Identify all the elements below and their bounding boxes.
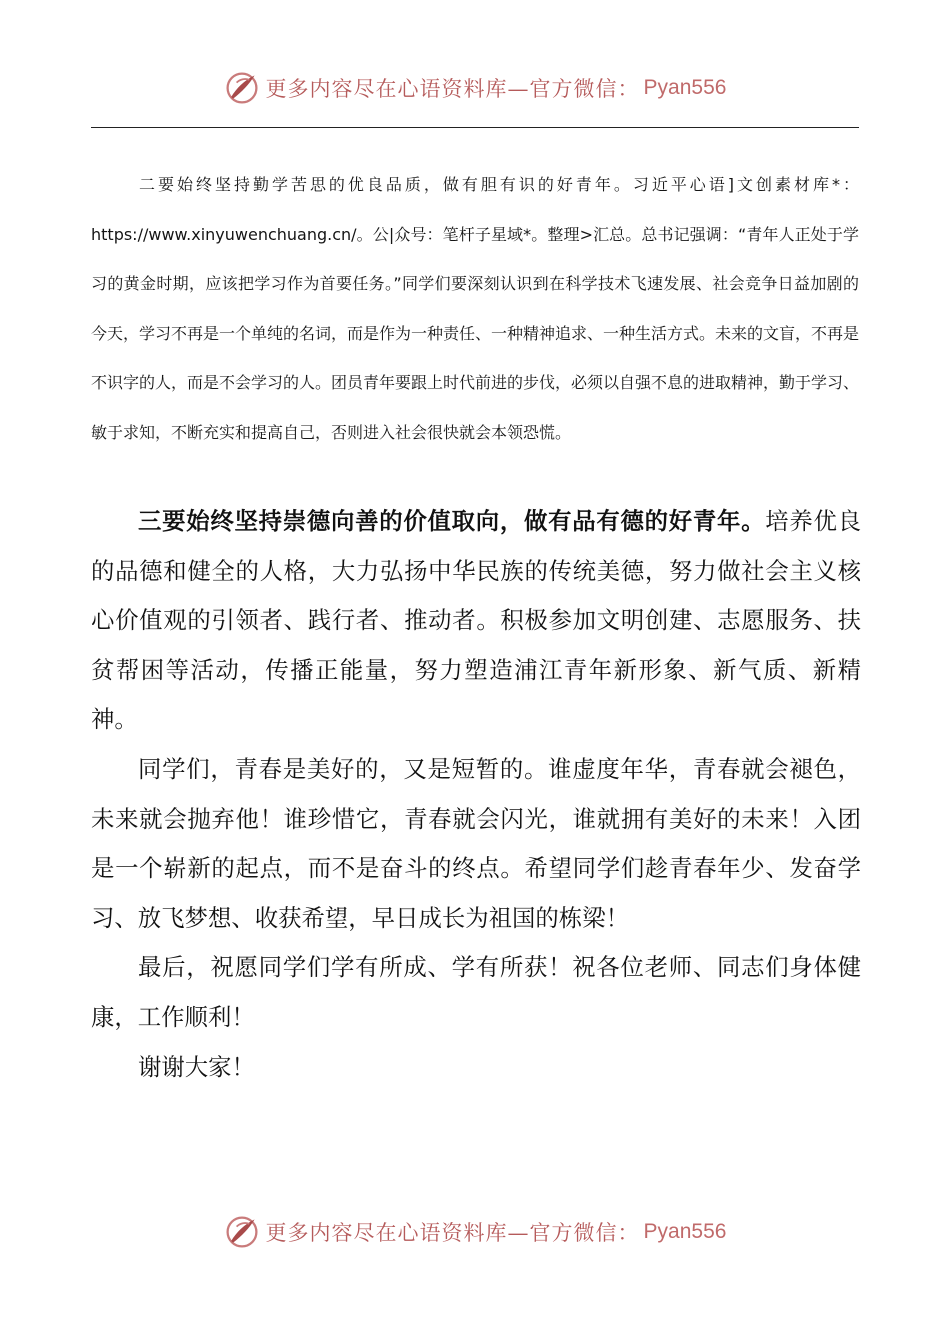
quill-logo-icon	[224, 70, 260, 106]
watermark-text: 更多内容尽在心语资料库—官方微信：	[265, 1221, 640, 1245]
paragraph-text: 培养优良的品德和健全的人格，大力弘扬中华民族的传统美德，努力做社会主义核心价值观的引领者、践行者、推动者。积极参加文明创建、志愿服务、扶贫帮困等活动，传播正能量，努力塑造浦江青年新形象、新气质、新精神。	[91, 507, 861, 734]
header-divider	[91, 127, 859, 128]
paragraph-text: 二要始终坚持勤学苦思的优良品质，做有胆有识的好青年。习近平心语]文创素材库*：https://www.xinyuwenchuang.cn/。公|众号：笔杆子星域*。整理>汇总。总书记强调：“青年人正处于学习的黄金时期，应该把学习作为首要任务。”同学们要深刻认识到在科学技术飞速发展、社会竞争日益加剧的今天，学习不再是一个单纯的名词，而是作为一种责任、一种精神追求、一种生活方式。未来的文盲，不再是不识字的人，而是不会学习的人。团员青年要跟上时代前进的步伐，必须以自强不息的进取精神，勤于学习、敏于求知，不断充实和提高自己，否则进入社会很快就会本领恐慌。	[91, 175, 860, 442]
footer-watermark	[0, 1214, 950, 1250]
main-body	[91, 497, 861, 1092]
watermark-text: 更多内容尽在心语资料库—官方微信：	[265, 77, 640, 101]
paragraph-virtue	[91, 497, 861, 745]
paragraph-wishes: 最后，祝愿同学们学有所成、学有所获！祝各位老师、同志们身体健康，工作顺利！	[91, 953, 861, 1031]
quill-logo-icon	[224, 1214, 260, 1250]
watermark-wechat-id: Pyan556	[643, 1220, 727, 1243]
header-watermark	[0, 70, 950, 106]
watermark-wechat-id: Pyan556	[643, 76, 727, 99]
paragraph-thanks: 谢谢大家！	[138, 1052, 255, 1081]
paragraph-study	[91, 160, 859, 458]
paragraph-youth: 同学们，青春是美好的，又是短暂的。谁虚度年华，青春就会褪色，未来就会抛弃他！谁珍惜它，青春就会闪光，谁就拥有美好的未来！入团是一个崭新的起点，而不是奋斗的终点。希望同学们趁青春年少、发奋学习、放飞梦想、收获希望，早日成长为祖国的栋梁！	[91, 754, 861, 932]
paragraph-heading: 三要始终坚持崇德向善的价值取向，做有品有德的好青年。	[138, 507, 766, 535]
